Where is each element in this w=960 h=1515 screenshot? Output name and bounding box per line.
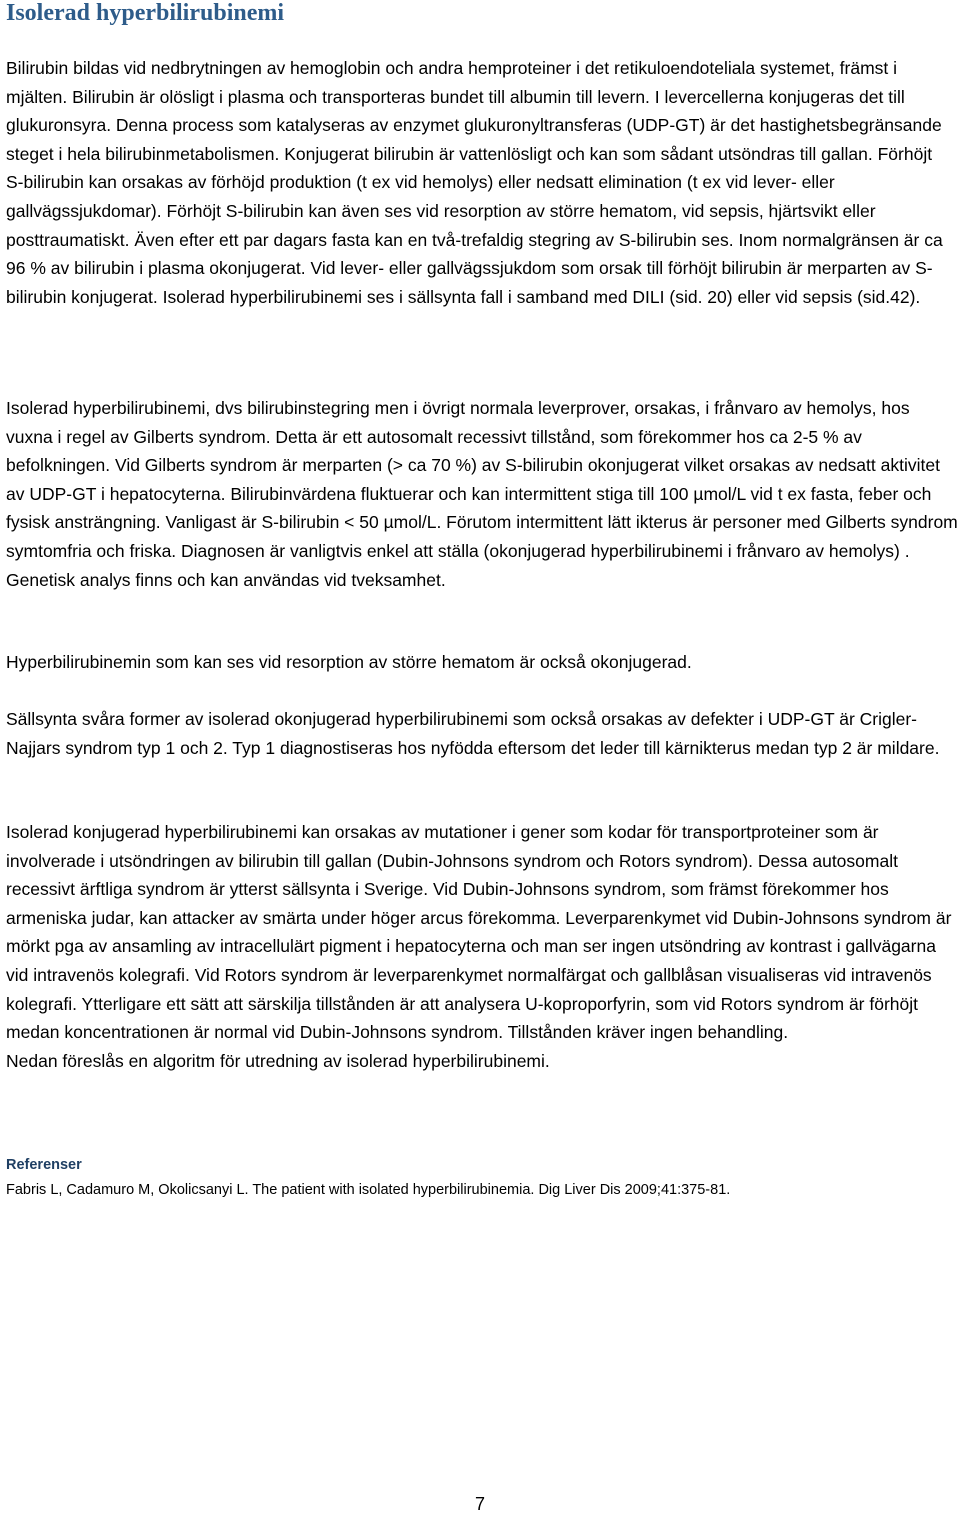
paragraph-bilirubin-metabolism: Bilirubin bildas vid nedbrytningen av hemoglobin och andra hemproteiner i det retikuloendoteliala systemet, främst i mjälten. Bilirubin är olösligt i plasma och transporteras bundet till albumin till levern. I levercellerna konjugeras det till glukuronsyra. Denna process som katalyseras av enzymet glukuronyltransferas (UDP-GT) är det hastighetsbegränsande steget i hela bilirubinmetabolismen. Konjugerat bilirubin är vattenlösligt och kan som sådant utsöndras till gallan. Förhöjt S-bilirubin kan orsakas av förhöjd produktion (t ex vid hemolys) eller nedsatt elimination (t ex vid lever- eller gallvägssjukdomar). Förhöjt S-bilirubin kan även ses vid resorption av större hematom, vid sepsis, hjärtsvikt eller posttraumatiskt. Även efter ett par dagars fasta kan en två-trefaldig stegring av S-bilirubin ses. Inom normalgränsen är ca 96 % av bilirubin i plasma okonjugerat. Vid lever- eller gallvägssjukdom som orsak till förhöjt bilirubin är merparten av S-bilirubin konjugerat. Isolerad hyperbilirubinemi ses i sällsynta fall i samband med DILI (sid. 20) eller vid sepsis (sid.42). bbox=[6, 58, 943, 307]
paragraph-dubin-johnson-rotor: Isolerad konjugerad hyperbilirubinemi kan orsakas av mutationer i gener som kodar för transportproteiner som är involverade i utsöndringen av bilirubin till gallan (Dubin-Johnsons syndrom och Rotors syndrom). Dessa autosomalt recessivt ärftliga syndrom är ytterst sällsynta i Sverige. Vid Dubin-Johnsons syndrom, som främst förekommer hos armeniska judar, kan attacker av smärta under höger arcus förekomma. Leverparenkymet vid Dubin-Johnsons syndrom är mörkt pga av ansamling av intracellulärt pigment i hepatocyterna och man ser ingen utsöndring av kontrast i gallvägarna vid intravenös kolegrafi. Vid Rotors syndrom är leverparenkymet normalfärgat och gallblåsan visualiseras vid intravenös kolegrafi. Ytterligare ett sätt att särskilja tillstånden är att analysera U-koproporfyrin, som vid Rotors syndrom är förhöjt medan koncentrationen är normal vid Dubin-Johnsons syndrom. Tillstånden kräver ingen behandling. bbox=[6, 822, 952, 1043]
reference-item: Fabris L, Cadamuro M, Okolicsanyi L. The patient with isolated hyperbilirubinemia. Dig Liver Dis 2009;41:375-81. bbox=[6, 1182, 731, 1198]
paragraph-hematoma-resorption: Hyperbilirubinemin som kan ses vid resorption av större hematom är också okonjugerad. bbox=[6, 652, 692, 672]
paragraph-crigler-najjar: Sällsynta svåra former av isolerad okonjugerad hyperbilirubinemi som också orsakas av defekter i UDP-GT är Crigler-Najjars syndrom typ 1 och 2. Typ 1 diagnostiseras hos nyfödda eftersom det leder till kärnikterus medan typ 2 är mildare. bbox=[6, 709, 940, 758]
references-heading: Referenser bbox=[6, 1157, 82, 1173]
paragraph-conjugated-hyperbilirubinemia bbox=[6, 818, 960, 1075]
paragraph-gilberts-syndrome: Isolerad hyperbilirubinemi, dvs bilirubinstegring men i övrigt normala leverprover, orsakas, i frånvaro av hemolys, hos vuxna i regel av Gilberts syndrom. Detta är ett autosomalt recessivt tillstånd, som förekommer hos ca 2-5 % av befolkningen. Vid Gilberts syndrom är merparten (> ca 70 %) av S-bilirubin okonjugerat vilket orsakas av nedsatt aktivitet av UDP-GT i hepatocyterna. Bilirubinvärdena fluktuerar och kan intermittent stiga till 100 µmol/L vid t ex fasta, feber och fysisk ansträngning. Vanligast är S-bilirubin < 50 µmol/L. Förutom intermittent lätt ikterus är personer med Gilberts syndrom symtomfria och friska. Diagnosen är vanligtvis enkel att ställa (okonjugerad hyperbilirubinemi i frånvaro av hemolys) . Genetisk analys finns och kan användas vid tveksamhet. bbox=[6, 398, 958, 590]
page-title: Isolerad hyperbilirubinemi bbox=[6, 0, 285, 26]
page-number: 7 bbox=[475, 1494, 486, 1514]
paragraph-algorithm-intro: Nedan föreslås en algoritm för utredning av isolerad hyperbilirubinemi. bbox=[6, 1050, 550, 1071]
